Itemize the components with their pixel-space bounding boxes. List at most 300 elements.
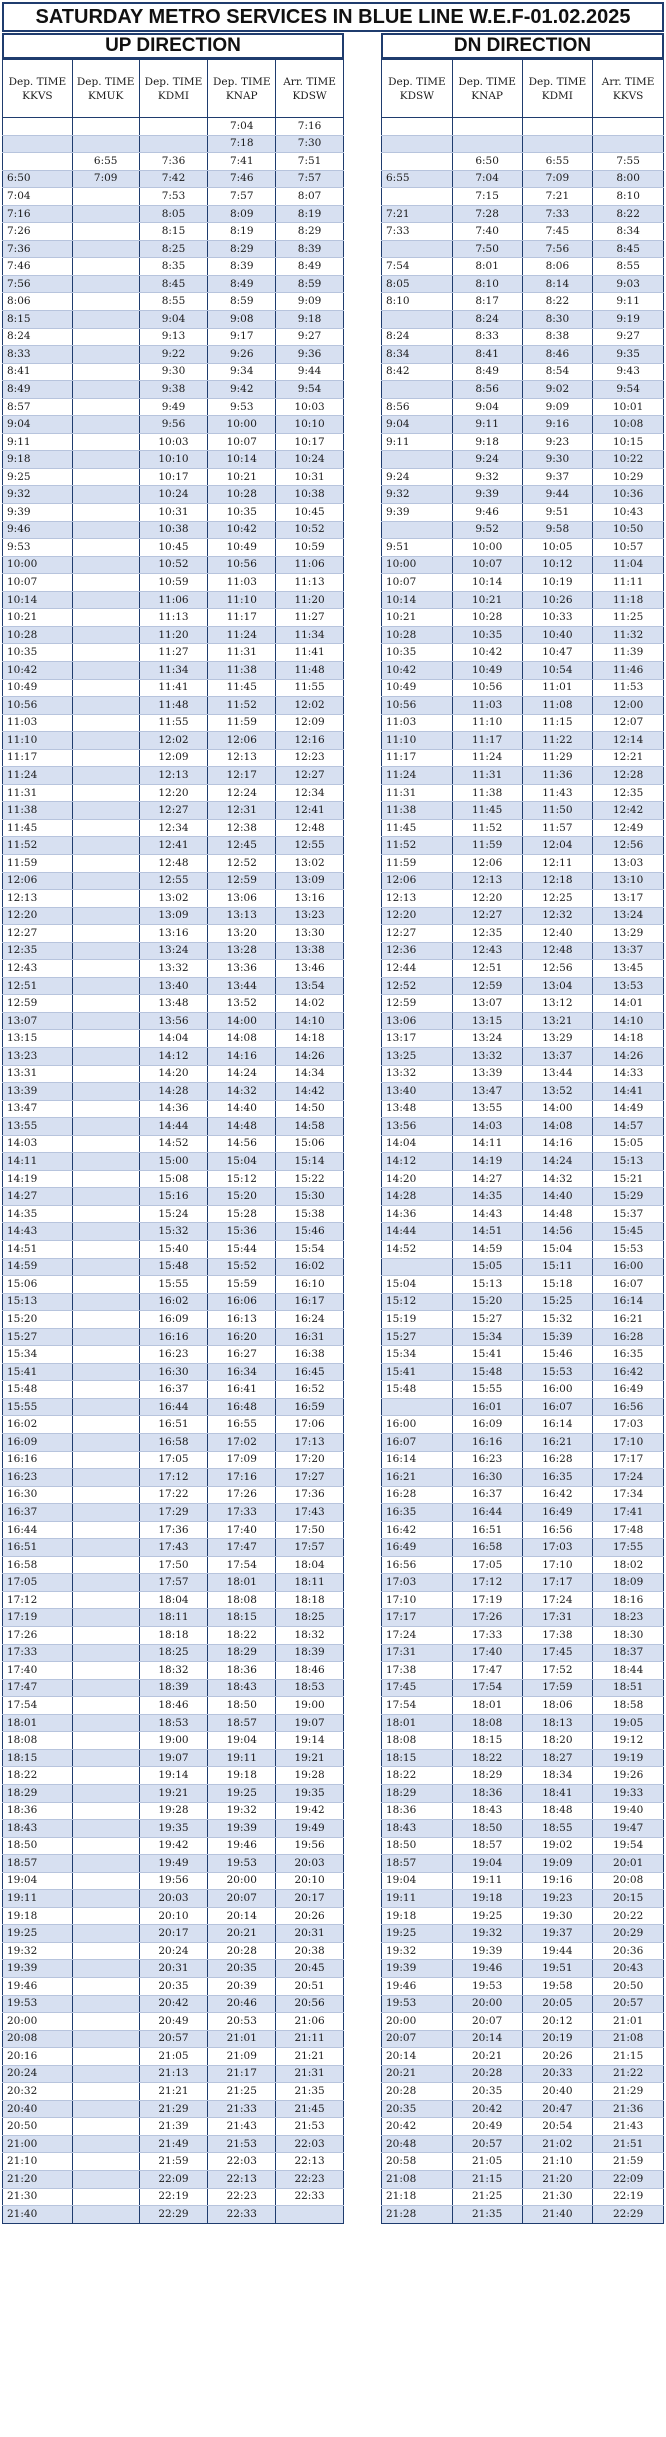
- dn-header-cell: [452, 60, 522, 118]
- up-time-cell: 9:49: [139, 398, 208, 416]
- up-time-cell: 7:41: [208, 153, 276, 171]
- up-time-cell: 13:31: [3, 1065, 73, 1083]
- up-table-row: [3, 416, 344, 434]
- up-time-cell: 16:06: [208, 1293, 276, 1311]
- up-time-cell: 12:06: [208, 732, 276, 750]
- dn-time-cell: 20:00: [382, 2013, 453, 2031]
- dn-time-cell: [452, 135, 522, 153]
- up-time-cell: 12:31: [208, 802, 276, 820]
- dn-table-row: [382, 890, 664, 908]
- dn-time-cell: 21:10: [522, 2153, 593, 2171]
- dn-time-cell: 7:45: [522, 223, 593, 241]
- dn-time-cell: 18:20: [522, 1732, 593, 1750]
- up-table-row: [3, 521, 344, 539]
- up-header-line: KMUK: [88, 89, 124, 102]
- dn-time-cell: 9:16: [522, 416, 593, 434]
- dn-time-cell: 9:30: [522, 451, 593, 469]
- up-time-cell: 11:34: [276, 626, 344, 644]
- up-time-cell: 13:46: [276, 960, 344, 978]
- up-time-cell: 16:27: [208, 1346, 276, 1364]
- dn-time-cell: 20:15: [593, 1890, 664, 1908]
- up-time-cell: [139, 118, 208, 136]
- up-time-cell: 18:22: [3, 1767, 73, 1785]
- dn-time-cell: 16:21: [522, 1434, 593, 1452]
- up-time-cell: 20:40: [3, 2100, 73, 2118]
- up-time-cell: 20:31: [139, 1960, 208, 1978]
- up-time-cell: 10:14: [208, 451, 276, 469]
- up-time-cell: [72, 1767, 139, 1785]
- dn-table-row: [382, 732, 664, 750]
- up-time-cell: 22:13: [276, 2153, 344, 2171]
- up-time-cell: [72, 311, 139, 329]
- up-time-cell: 17:36: [276, 1486, 344, 1504]
- up-time-cell: 9:46: [3, 521, 73, 539]
- dn-time-cell: 8:10: [382, 293, 453, 311]
- dn-time-cell: 15:11: [522, 1258, 593, 1276]
- dn-time-cell: 9:58: [522, 521, 593, 539]
- up-time-cell: 18:43: [3, 1820, 73, 1838]
- up-time-cell: 11:45: [3, 819, 73, 837]
- up-time-cell: 16:31: [276, 1328, 344, 1346]
- dn-time-cell: 16:37: [452, 1486, 522, 1504]
- up-time-cell: 17:26: [208, 1486, 276, 1504]
- dn-time-cell: 17:33: [452, 1627, 522, 1645]
- up-time-cell: 18:29: [3, 1784, 73, 1802]
- up-time-cell: 20:14: [208, 1907, 276, 1925]
- dn-table-row: [382, 697, 664, 715]
- dn-time-cell: 14:28: [382, 1188, 453, 1206]
- up-time-cell: 16:20: [208, 1328, 276, 1346]
- dn-time-cell: 14:51: [452, 1223, 522, 1241]
- dn-time-cell: 16:16: [452, 1434, 522, 1452]
- dn-time-cell: 9:37: [522, 468, 593, 486]
- up-time-cell: 19:49: [139, 1855, 208, 1873]
- up-time-cell: 17:02: [208, 1434, 276, 1452]
- up-time-cell: 18:11: [276, 1574, 344, 1592]
- up-time-cell: 20:49: [139, 2013, 208, 2031]
- dn-time-cell: 17:10: [522, 1556, 593, 1574]
- dn-time-cell: 16:21: [593, 1311, 664, 1329]
- dn-time-cell: 18:43: [382, 1820, 453, 1838]
- dn-time-cell: 10:35: [382, 644, 453, 662]
- up-time-cell: [72, 486, 139, 504]
- up-time-cell: 16:51: [3, 1539, 73, 1557]
- up-time-cell: [72, 749, 139, 767]
- up-table-row: [3, 1100, 344, 1118]
- up-time-cell: [3, 135, 73, 153]
- up-time-cell: 19:56: [276, 1837, 344, 1855]
- up-time-cell: 9:22: [139, 346, 208, 364]
- dn-table-row: [382, 1872, 664, 1890]
- dn-table-row: [382, 679, 664, 697]
- dn-table-row: [382, 977, 664, 995]
- up-time-cell: 14:08: [208, 1030, 276, 1048]
- up-time-cell: [72, 1749, 139, 1767]
- dn-time-cell: 20:36: [593, 1942, 664, 1960]
- up-time-cell: 21:13: [139, 2065, 208, 2083]
- dn-time-cell: 17:38: [382, 1662, 453, 1680]
- dn-time-cell: 13:37: [522, 1047, 593, 1065]
- dn-time-cell: 12:59: [452, 977, 522, 995]
- up-table-row: [3, 1065, 344, 1083]
- up-time-cell: 18:15: [208, 1609, 276, 1627]
- dn-time-cell: 21:22: [593, 2065, 664, 2083]
- up-table-row: [3, 135, 344, 153]
- up-time-cell: 7:04: [3, 188, 73, 206]
- up-time-cell: 16:34: [208, 1363, 276, 1381]
- up-time-cell: 16:44: [139, 1398, 208, 1416]
- dn-time-cell: 16:00: [382, 1416, 453, 1434]
- up-time-cell: 11:31: [3, 784, 73, 802]
- dn-time-cell: 19:33: [593, 1784, 664, 1802]
- up-time-cell: 21:00: [3, 2135, 73, 2153]
- up-table-row: [3, 1644, 344, 1662]
- up-time-cell: 11:55: [276, 679, 344, 697]
- dn-time-cell: 12:04: [522, 837, 593, 855]
- dn-time-cell: 12:27: [452, 907, 522, 925]
- dn-time-cell: 19:05: [593, 1714, 664, 1732]
- up-time-cell: 19:00: [139, 1732, 208, 1750]
- up-time-cell: 17:36: [139, 1521, 208, 1539]
- dn-time-cell: 10:56: [452, 679, 522, 697]
- up-time-cell: [72, 714, 139, 732]
- up-table-row: [3, 1469, 344, 1487]
- up-time-cell: 16:30: [139, 1363, 208, 1381]
- dn-time-cell: 18:57: [382, 1855, 453, 1873]
- dn-time-cell: 9:04: [452, 398, 522, 416]
- up-time-cell: 12:20: [3, 907, 73, 925]
- dn-table-row: [382, 539, 664, 557]
- up-time-cell: 14:40: [208, 1100, 276, 1118]
- up-table-row: [3, 1381, 344, 1399]
- up-time-cell: 19:53: [3, 1995, 73, 2013]
- up-table-row: [3, 1732, 344, 1750]
- up-time-cell: 21:43: [208, 2118, 276, 2136]
- up-time-cell: [72, 784, 139, 802]
- up-table-row: [3, 2206, 344, 2224]
- up-time-cell: 13:24: [139, 942, 208, 960]
- up-table-row: [3, 2065, 344, 2083]
- dn-time-cell: 17:54: [382, 1697, 453, 1715]
- up-time-cell: 14:35: [3, 1205, 73, 1223]
- dn-time-cell: 8:17: [452, 293, 522, 311]
- up-table-row: [3, 1627, 344, 1645]
- up-table-row: [3, 1539, 344, 1557]
- up-time-cell: 21:39: [139, 2118, 208, 2136]
- dn-time-cell: 15:27: [382, 1328, 453, 1346]
- up-table-row: [3, 1276, 344, 1294]
- up-time-cell: 21:49: [139, 2135, 208, 2153]
- dn-time-cell: 21:08: [593, 2030, 664, 2048]
- up-time-cell: 10:24: [276, 451, 344, 469]
- dn-time-cell: 13:10: [593, 872, 664, 890]
- dn-time-cell: 16:56: [593, 1398, 664, 1416]
- dn-time-cell: 13:06: [382, 1012, 453, 1030]
- dn-time-cell: 18:58: [593, 1697, 664, 1715]
- up-time-cell: [72, 346, 139, 364]
- up-time-cell: 8:39: [276, 240, 344, 258]
- dn-time-cell: 10:14: [452, 574, 522, 592]
- up-table-row: [3, 1293, 344, 1311]
- dn-time-cell: 21:43: [593, 2118, 664, 2136]
- dn-time-cell: 7:28: [452, 205, 522, 223]
- dn-table-row: [382, 767, 664, 785]
- up-direction-title: UP DIRECTION: [2, 33, 344, 59]
- up-table-row: [3, 1451, 344, 1469]
- dn-time-cell: 15:19: [382, 1311, 453, 1329]
- up-timetable: [2, 59, 344, 2224]
- dn-time-cell: 18:08: [382, 1732, 453, 1750]
- dn-time-cell: 17:03: [522, 1539, 593, 1557]
- up-time-cell: 20:45: [276, 1960, 344, 1978]
- up-time-cell: 17:26: [3, 1627, 73, 1645]
- dn-time-cell: 15:29: [593, 1188, 664, 1206]
- up-time-cell: [72, 925, 139, 943]
- dn-table-row: [382, 1416, 664, 1434]
- dn-time-cell: 10:42: [452, 644, 522, 662]
- up-time-cell: 17:09: [208, 1451, 276, 1469]
- dn-time-cell: 16:09: [452, 1416, 522, 1434]
- dn-time-cell: 15:27: [452, 1311, 522, 1329]
- dn-time-cell: 8:33: [452, 328, 522, 346]
- up-time-cell: 21:01: [208, 2030, 276, 2048]
- up-time-cell: [72, 1135, 139, 1153]
- up-time-cell: 15:00: [139, 1153, 208, 1171]
- up-time-cell: 19:18: [3, 1907, 73, 1925]
- up-table-row: [3, 398, 344, 416]
- dn-time-cell: 20:49: [452, 2118, 522, 2136]
- dn-time-cell: 14:11: [452, 1135, 522, 1153]
- dn-time-cell: 18:02: [593, 1556, 664, 1574]
- dn-time-cell: 11:29: [522, 749, 593, 767]
- up-time-cell: 18:36: [208, 1662, 276, 1680]
- dn-table-row: [382, 135, 664, 153]
- dn-time-cell: 19:09: [522, 1855, 593, 1873]
- up-time-cell: 11:52: [208, 697, 276, 715]
- up-table-row: [3, 802, 344, 820]
- dn-time-cell: 18:16: [593, 1591, 664, 1609]
- dn-time-cell: 19:12: [593, 1732, 664, 1750]
- dn-direction-panel: [381, 33, 664, 2224]
- dn-table-row: [382, 1820, 664, 1838]
- up-time-cell: 11:10: [208, 591, 276, 609]
- dn-table-row: [382, 784, 664, 802]
- dn-time-cell: 19:23: [522, 1890, 593, 1908]
- dn-table-row: [382, 1574, 664, 1592]
- up-time-cell: 19:49: [276, 1820, 344, 1838]
- up-time-cell: 15:52: [208, 1258, 276, 1276]
- dn-time-cell: 9:02: [522, 381, 593, 399]
- up-table-row: [3, 1556, 344, 1574]
- up-time-cell: [72, 1398, 139, 1416]
- up-time-cell: 9:18: [3, 451, 73, 469]
- up-time-cell: 11:52: [3, 837, 73, 855]
- up-time-cell: 11:06: [139, 591, 208, 609]
- dn-table-row: [382, 1258, 664, 1276]
- dn-time-cell: 16:23: [452, 1451, 522, 1469]
- up-table-row: [3, 1047, 344, 1065]
- dn-time-cell: 14:08: [522, 1118, 593, 1136]
- dn-time-cell: 21:15: [593, 2048, 664, 2066]
- up-time-cell: 16:02: [3, 1416, 73, 1434]
- dn-header-cell: [593, 60, 664, 118]
- dn-time-cell: 11:39: [593, 644, 664, 662]
- up-time-cell: 8:07: [276, 188, 344, 206]
- dn-time-cell: 13:03: [593, 854, 664, 872]
- up-time-cell: 20:17: [276, 1890, 344, 1908]
- up-time-cell: [72, 2013, 139, 2031]
- dn-time-cell: 9:35: [593, 346, 664, 364]
- dn-time-cell: 19:58: [522, 1977, 593, 1995]
- dn-table-row: [382, 1100, 664, 1118]
- up-time-cell: 17:19: [3, 1609, 73, 1627]
- dn-time-cell: 14:36: [382, 1205, 453, 1223]
- dn-time-cell: 8:41: [452, 346, 522, 364]
- dn-time-cell: 13:45: [593, 960, 664, 978]
- dn-time-cell: 17:10: [593, 1434, 664, 1452]
- dn-table-row: [382, 153, 664, 171]
- up-time-cell: 16:45: [276, 1363, 344, 1381]
- up-header-cell: [3, 60, 73, 118]
- up-time-cell: 12:17: [208, 767, 276, 785]
- up-table-row: [3, 854, 344, 872]
- up-time-cell: [72, 1328, 139, 1346]
- up-time-cell: 10:35: [3, 644, 73, 662]
- dn-time-cell: 10:50: [593, 521, 664, 539]
- up-table-row: [3, 1995, 344, 2013]
- up-time-cell: 14:59: [3, 1258, 73, 1276]
- dn-table-row: [382, 749, 664, 767]
- dn-time-cell: 10:47: [522, 644, 593, 662]
- up-time-cell: 17:47: [3, 1679, 73, 1697]
- up-time-cell: 20:16: [3, 2048, 73, 2066]
- up-time-cell: 7:18: [208, 135, 276, 153]
- dn-time-cell: 12:59: [382, 995, 453, 1013]
- dn-time-cell: 11:10: [382, 732, 453, 750]
- dn-time-cell: 19:51: [522, 1960, 593, 1978]
- up-time-cell: 11:45: [208, 679, 276, 697]
- dn-table-row: [382, 1153, 664, 1171]
- up-time-cell: 7:57: [276, 170, 344, 188]
- dn-time-cell: [522, 135, 593, 153]
- up-time-cell: 15:41: [3, 1363, 73, 1381]
- up-direction-panel: [2, 33, 344, 2224]
- dn-time-cell: 17:48: [593, 1521, 664, 1539]
- dn-time-cell: 9:32: [382, 486, 453, 504]
- up-table-row: [3, 977, 344, 995]
- up-time-cell: 13:38: [276, 942, 344, 960]
- up-time-cell: 18:36: [3, 1802, 73, 1820]
- up-table-row: [3, 819, 344, 837]
- up-time-cell: 12:59: [3, 995, 73, 1013]
- up-time-cell: 10:45: [276, 504, 344, 522]
- up-time-cell: 12:34: [139, 819, 208, 837]
- up-time-cell: [72, 1153, 139, 1171]
- up-time-cell: 10:59: [139, 574, 208, 592]
- up-time-cell: [72, 223, 139, 241]
- dn-time-cell: 8:45: [593, 240, 664, 258]
- up-table-row: [3, 468, 344, 486]
- up-time-cell: [72, 468, 139, 486]
- dn-time-cell: 8:46: [522, 346, 593, 364]
- dn-time-cell: 21:02: [522, 2135, 593, 2153]
- dn-time-cell: [382, 240, 453, 258]
- up-time-cell: [72, 1416, 139, 1434]
- up-table-row: [3, 1820, 344, 1838]
- up-time-cell: 14:12: [139, 1047, 208, 1065]
- up-table-row: [3, 1135, 344, 1153]
- dn-time-cell: [382, 381, 453, 399]
- up-time-cell: 18:29: [208, 1644, 276, 1662]
- dn-time-cell: 18:23: [593, 1609, 664, 1627]
- dn-table-row: [382, 486, 664, 504]
- dn-time-cell: 21:36: [593, 2100, 664, 2118]
- up-time-cell: 13:39: [3, 1083, 73, 1101]
- dn-time-cell: 17:19: [452, 1591, 522, 1609]
- up-table-row: [3, 240, 344, 258]
- dn-time-cell: 13:12: [522, 995, 593, 1013]
- up-time-cell: 15:13: [3, 1293, 73, 1311]
- dn-time-cell: 19:37: [522, 1925, 593, 1943]
- up-time-cell: 21:06: [276, 2013, 344, 2031]
- up-time-cell: 18:01: [3, 1714, 73, 1732]
- up-time-cell: [72, 1609, 139, 1627]
- dn-time-cell: 18:51: [593, 1679, 664, 1697]
- dn-time-cell: 12:35: [452, 925, 522, 943]
- dn-header-cell: [382, 60, 453, 118]
- dn-time-cell: 11:11: [593, 574, 664, 592]
- dn-time-cell: 12:07: [593, 714, 664, 732]
- dn-time-cell: 12:00: [593, 697, 664, 715]
- up-time-cell: 21:17: [208, 2065, 276, 2083]
- dn-time-cell: 15:41: [452, 1346, 522, 1364]
- up-time-cell: 20:28: [208, 1942, 276, 1960]
- dn-time-cell: 19:53: [382, 1995, 453, 2013]
- dn-table-row: [382, 1697, 664, 1715]
- up-time-cell: 20:00: [3, 2013, 73, 2031]
- up-time-cell: 9:13: [139, 328, 208, 346]
- dn-table-row: [382, 1609, 664, 1627]
- dn-time-cell: 10:07: [382, 574, 453, 592]
- dn-time-cell: 16:28: [522, 1451, 593, 1469]
- up-time-cell: 18:18: [276, 1591, 344, 1609]
- up-table-row: [3, 2153, 344, 2171]
- up-table-row: [3, 486, 344, 504]
- dn-time-cell: 17:34: [593, 1486, 664, 1504]
- dn-time-cell: 20:42: [382, 2118, 453, 2136]
- up-time-cell: 13:15: [3, 1030, 73, 1048]
- dn-header-line: Dep. TIME: [458, 75, 516, 88]
- dn-time-cell: 7:33: [522, 205, 593, 223]
- up-table-row: [3, 644, 344, 662]
- up-time-cell: 10:17: [139, 468, 208, 486]
- dn-time-cell: 15:04: [382, 1276, 453, 1294]
- dn-time-cell: 22:29: [593, 2206, 664, 2224]
- up-table-row: [3, 574, 344, 592]
- up-time-cell: 9:54: [276, 381, 344, 399]
- up-time-cell: 13:09: [276, 872, 344, 890]
- up-time-cell: 16:55: [208, 1416, 276, 1434]
- up-time-cell: 16:09: [139, 1311, 208, 1329]
- up-time-cell: 6:50: [3, 170, 73, 188]
- up-time-cell: 17:13: [276, 1434, 344, 1452]
- up-time-cell: 18:53: [276, 1679, 344, 1697]
- up-time-cell: [72, 872, 139, 890]
- dn-time-cell: 17:24: [522, 1591, 593, 1609]
- up-time-cell: 16:59: [276, 1398, 344, 1416]
- dn-time-cell: 19:30: [522, 1907, 593, 1925]
- dn-time-cell: 13:15: [452, 1012, 522, 1030]
